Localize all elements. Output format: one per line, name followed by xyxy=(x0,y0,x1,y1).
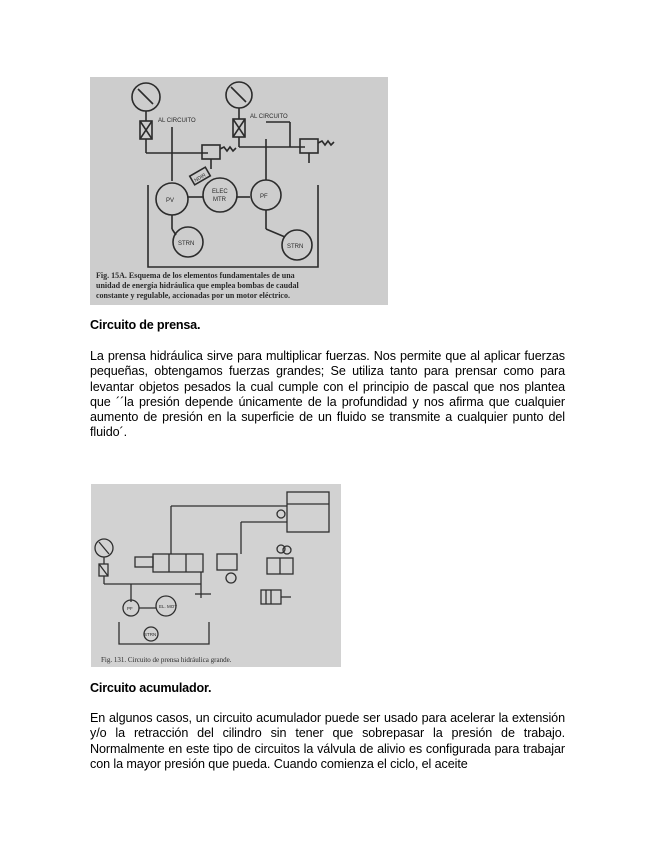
figure-caption-line2: unidad de energía hidráulica que emplea bombas de caudal xyxy=(96,281,299,290)
tag-label: NDIR xyxy=(193,172,208,184)
press-circuit-diagram xyxy=(91,484,341,667)
section-paragraph-accumulator-circuit: En algunos casos, un circuito acumulador puede ser usado para acelerar la extensión y/o la retracción del cilindro sin tener que sobrepasar la presión de trabajo. Normalmente en este tipo de circuitos la válvula de alivio es configurada para trabajar con la mayor presión que pueda. Cuando comienza el ciclo, el aceite xyxy=(90,711,565,771)
figure-caption-line1: Fig. 15A. Esquema de los elementos fundamentales de una xyxy=(96,271,295,280)
circuit-label-right: AL CIRCUITO xyxy=(250,114,288,120)
motor-label-line1: ELEC xyxy=(212,189,228,195)
circuit-label-left: AL CIRCUITO xyxy=(158,118,196,124)
section-heading-press-circuit: Circuito de prensa. xyxy=(90,318,201,332)
section-paragraph-press-circuit: La prensa hidráulica sirve para multiplicar fuerzas. Nos permite que al aplicar fuerzas pequeñas, obtengamos fuerzas grandes; Se utiliza tanto para prensar como para levantar objetos pesados la cual cumple con el principio de pascal que nos plantea que ´´la presión depende únicamente de la profundidad y nos afirma que cualquier aumento de presión en la superficie de un fluido se transmite a cualquier punto del fluido´. xyxy=(90,349,565,440)
figure-caption-line3: constante y regulable, accionadas por un motor eléctrico. xyxy=(96,291,290,300)
figure-press-circuit-schematic xyxy=(91,484,341,667)
section-heading-accumulator-circuit: Circuito acumulador. xyxy=(90,681,212,695)
motor-label-line2: MTR xyxy=(213,197,226,203)
strainer-label-left: STRN xyxy=(178,241,195,247)
strainer-label: STRN xyxy=(144,632,157,637)
pump-pv-label: PV xyxy=(166,198,175,204)
motor-label: EL. MOT xyxy=(159,604,178,609)
figure-caption: Fig. 131. Circuito de prensa hidráulica grande. xyxy=(101,656,232,664)
figure-hydraulic-unit-schematic xyxy=(90,77,388,305)
pump-label: PF xyxy=(127,606,133,611)
pump-pf-label: PF xyxy=(260,194,268,200)
hydraulic-unit-diagram xyxy=(90,77,388,305)
strainer-label-right: STRN xyxy=(287,244,304,250)
